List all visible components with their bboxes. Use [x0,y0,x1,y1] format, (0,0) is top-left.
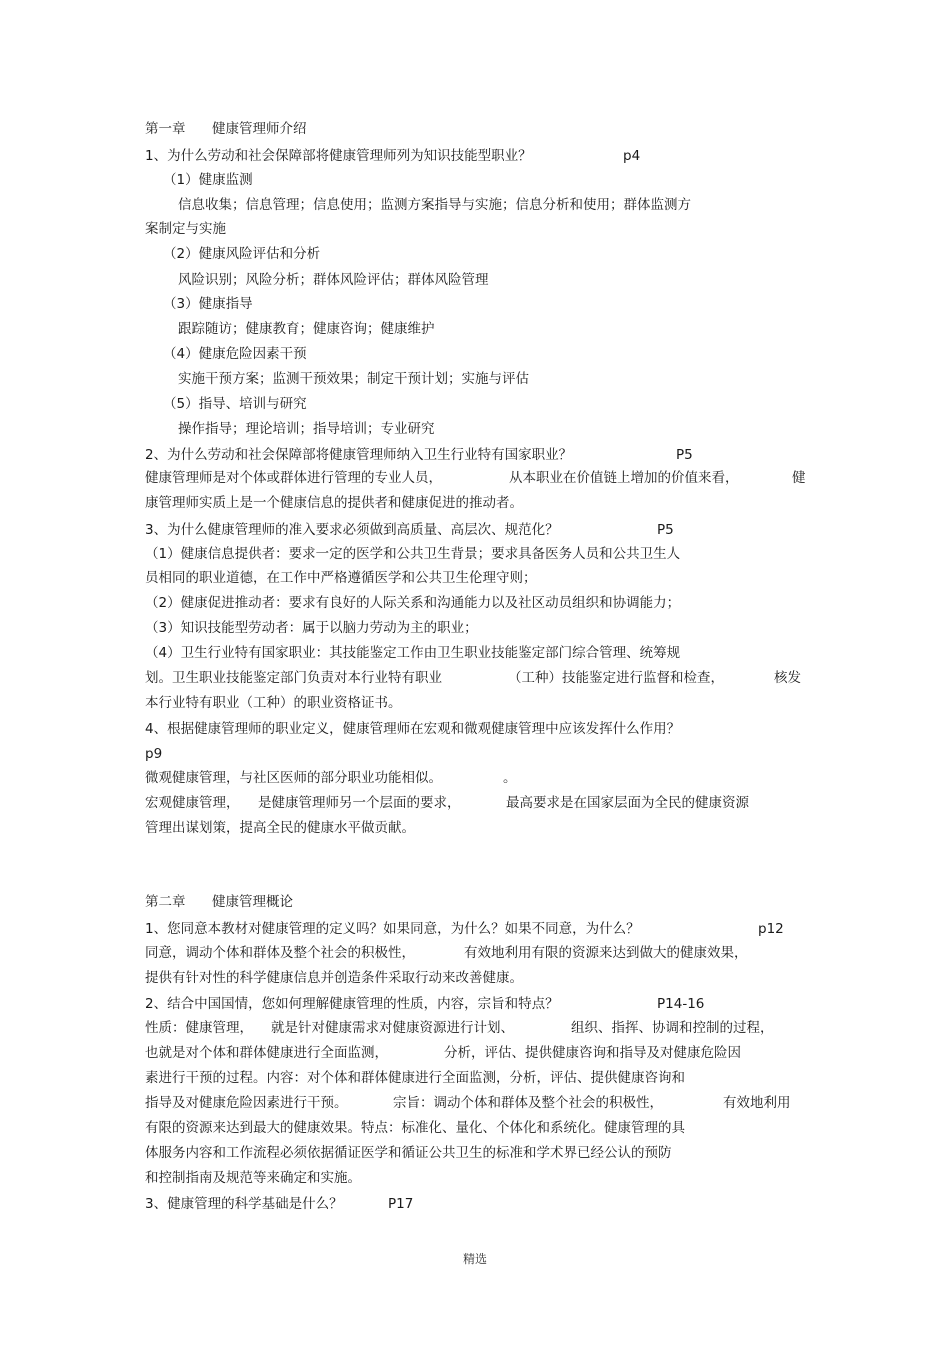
answer-text: 也就是对个体和群体健康进行全面监测， [145,1045,388,1061]
answer-text: 员相同的职业道德，在工作中严格遵循医学和公共卫生伦理守则； [145,570,537,586]
list-item-detail: 实施干预方案；监测干预效果；制定干预计划；实施与评估 [178,371,529,387]
list-item-detail: 案制定与实施 [145,221,226,237]
answer-text: 核发 [774,670,801,686]
answer-text: 健 [792,470,806,486]
page-ref: p12 [758,921,784,937]
chapter-subtitle: 健康管理概论 [212,894,293,910]
question-text: 3、为什么健康管理师的准入要求必须做到高质量、高层次、规范化？ [145,522,559,538]
answer-text: 。 [503,770,517,786]
answer-text: 和控制指南及规范等来确定和实施。 [145,1170,361,1186]
answer-text: 管理出谋划策，提高全民的健康水平做贡献。 [145,820,415,836]
question-text: 4、根据健康管理师的职业定义，健康管理师在宏观和微观健康管理中应该发挥什么作用？ [145,721,681,737]
page-footer: 精选 [462,1252,487,1266]
chapter-title: 第一章 [145,121,186,137]
list-item-label: （5）指导、培训与研究 [163,396,307,412]
list-item-detail: 跟踪随访；健康教育；健康咨询；健康维护 [178,321,435,337]
question-text: 2、为什么劳动和社会保障部将健康管理师纳入卫生行业特有国家职业？ [145,447,573,463]
page-ref: P17 [388,1196,414,1212]
question-text: 3、健康管理的科学基础是什么？ [145,1196,343,1212]
answer-text: （1）健康信息提供者：要求一定的医学和公共卫生背景；要求具备医务人员和公共卫生人 [145,546,681,562]
answer-text: 指导及对健康危险因素进行干预。 [145,1095,348,1111]
answer-text: 有效地利用 [723,1095,791,1111]
answer-text: 组织、指挥、协调和控制的过程， [571,1020,774,1036]
answer-text: 提供有针对性的科学健康信息并创造条件采取行动来改善健康。 [145,970,523,986]
answer-text: 是健康管理师另一个层面的要求， [258,795,461,811]
list-item-detail: 信息收集；信息管理；信息使用；监测方案指导与实施；信息分析和使用；群体监测方 [178,197,691,213]
answer-text: 宏观健康管理， [145,795,240,811]
list-item-label: （2）健康风险评估和分析 [163,246,321,262]
answer-text: 就是针对健康需求对健康资源进行计划、 [271,1020,514,1036]
answer-text: 有限的资源来达到最大的健康效果。特点：标准化、量化、个体化和系统化。健康管理的具 [145,1120,685,1136]
list-item-detail: 风险识别；风险分析；群体风险评估；群体风险管理 [178,272,489,288]
question-text: 1、为什么劳动和社会保障部将健康管理师列为知识技能型职业？ [145,148,532,164]
list-item-label: （4）健康危险因素干预 [163,346,307,362]
page-ref: p4 [623,148,641,164]
answer-text: （2）健康促进推动者：要求有良好的人际关系和沟通能力以及社区动员组织和协调能力； [145,595,681,611]
answer-text: 宗旨：调动个体和群体及整个社会的积极性， [393,1095,663,1111]
chapter-subtitle: 健康管理师介绍 [212,121,307,137]
chapter-title: 第二章 [145,894,186,910]
page-ref: p9 [145,746,163,762]
answer-text: 划。卫生职业技能鉴定部门负责对本行业特有职业 [145,670,442,686]
question-text: 2、结合中国国情，您如何理解健康管理的性质，内容，宗旨和特点？ [145,996,559,1012]
list-item-label: （3）健康指导 [163,296,253,312]
answer-text: 本行业特有职业（工种）的职业资格证书。 [145,695,402,711]
answer-text: 体服务内容和工作流程必须依据循证医学和循证公共卫生的标准和学术界已经公认的预防 [145,1145,672,1161]
answer-text: 分析，评估、提供健康咨询和指导及对健康危险因 [444,1045,741,1061]
page-ref: P14-16 [657,996,705,1012]
answer-text: （工种）技能鉴定进行监督和检查， [508,670,724,686]
answer-text: （4）卫生行业特有国家职业：其技能鉴定工作由卫生职业技能鉴定部门综合管理、统筹规 [145,645,681,661]
list-item-label: （1）健康监测 [163,172,253,188]
list-item-detail: 操作指导；理论培训；指导培训；专业研究 [178,421,435,437]
answer-text: 有效地利用有限的资源来达到做大的健康效果， [464,945,748,961]
answer-text: 最高要求是在国家层面为全民的健康资源 [506,795,749,811]
answer-text: 性质：健康管理， [145,1020,253,1036]
page-ref: P5 [676,447,693,463]
answer-text: 同意，调动个体和群体及整个社会的积极性， [145,945,415,961]
question-text: 1、您同意本教材对健康管理的定义吗？如果同意，为什么？如果不同意，为什么？ [145,921,640,937]
page-ref: P5 [657,522,674,538]
answer-text: 微观健康管理，与社区医师的部分职业功能相似。 [145,770,442,786]
answer-text: 健康管理师是对个体或群体进行管理的专业人员， [145,470,442,486]
answer-text: 素进行干预的过程。内容：对个体和群体健康进行全面监测，分析，评估、提供健康咨询和 [145,1070,685,1086]
answer-text: （3）知识技能型劳动者：属于以脑力劳动为主的职业； [145,620,478,636]
answer-text: 康管理师实质上是一个健康信息的提供者和健康促进的推动者。 [145,495,523,511]
answer-text: 从本职业在价值链上增加的价值来看， [509,470,739,486]
